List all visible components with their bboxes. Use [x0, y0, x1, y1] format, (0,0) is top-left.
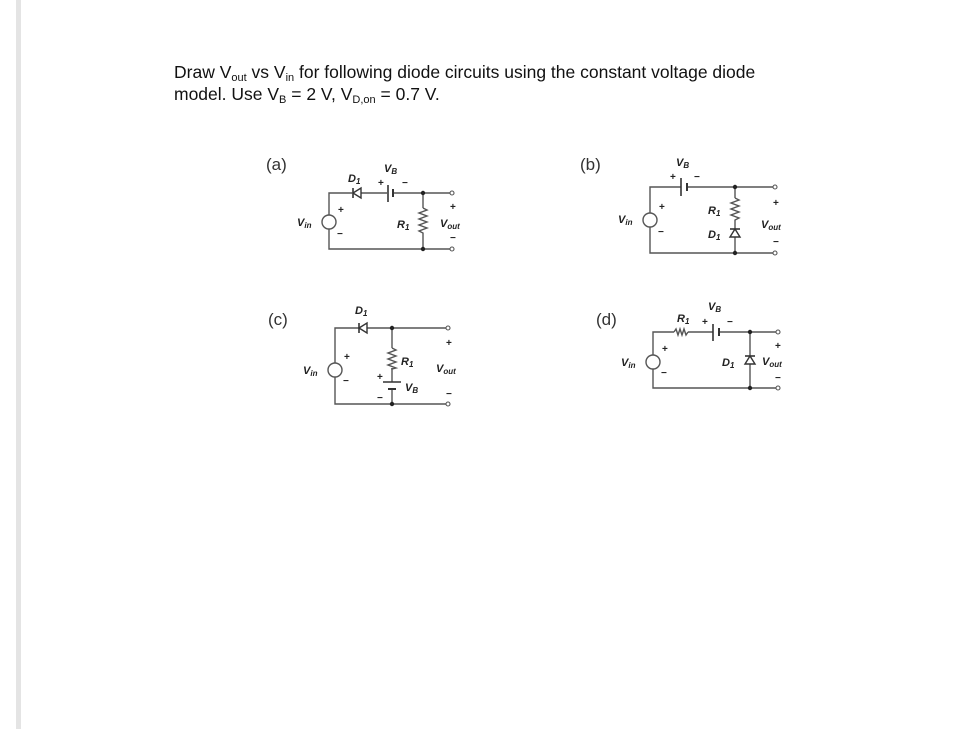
wire: [708, 229, 721, 242]
wire: [676, 157, 689, 170]
diode-icon: [353, 188, 361, 198]
label-plus: +: [377, 372, 383, 383]
label-out: out: [769, 360, 782, 369]
junction-dot: [421, 191, 425, 195]
label-in: in: [625, 218, 633, 227]
label-minus: −: [402, 178, 408, 189]
voltage-source-icon: [322, 215, 336, 229]
terminal: [446, 402, 450, 406]
wire: [440, 218, 460, 231]
question-text-part: B: [279, 94, 287, 106]
label-D: D: [355, 305, 363, 317]
question-text-part: Draw V: [174, 62, 232, 82]
terminal: [776, 330, 780, 334]
junction-dot: [748, 386, 752, 390]
label-one: 1: [362, 309, 368, 318]
label-V: V: [708, 301, 716, 313]
wire: [708, 301, 721, 314]
junction-dot: [748, 330, 752, 334]
label-plus: +: [344, 352, 350, 363]
wire: [303, 365, 318, 378]
label-R: R: [397, 219, 405, 231]
label-plus: +: [702, 317, 708, 328]
junction-dot: [733, 185, 737, 189]
label-one: 1: [715, 233, 721, 242]
junction-dot: [421, 247, 425, 251]
question-text-part: in: [285, 72, 295, 84]
question-text: [174, 61, 755, 105]
label-B: B: [391, 167, 398, 176]
battery-icon: [681, 178, 687, 196]
label-one: 1: [729, 361, 735, 370]
wire: [650, 187, 775, 253]
terminal: [446, 326, 450, 330]
label-plus: +: [773, 198, 779, 209]
circuit-label: (a): [266, 155, 287, 174]
question-text-part: = 0.7 V.: [375, 84, 440, 104]
label-minus: −: [343, 376, 349, 387]
circuit-c: [250, 290, 510, 430]
label-R: R: [401, 356, 409, 368]
label-in: in: [304, 221, 312, 230]
label-D: D: [722, 357, 730, 369]
wire: [405, 382, 418, 395]
voltage-source-icon: [643, 213, 657, 227]
wire: [401, 356, 414, 369]
label-D: D: [348, 173, 356, 185]
label-D: D: [708, 229, 716, 241]
wire: [329, 193, 452, 249]
label-R: R: [677, 313, 685, 325]
label-plus: +: [378, 178, 384, 189]
label-V: V: [618, 214, 626, 226]
label-minus: −: [450, 233, 456, 244]
junction-dot: [390, 402, 394, 406]
wire: [621, 357, 636, 370]
label-one: 1: [404, 223, 410, 232]
voltage-source-icon: [328, 363, 342, 377]
label-V: V: [676, 157, 684, 169]
label-V: V: [621, 357, 629, 369]
wire: [355, 305, 368, 318]
label-minus: −: [337, 229, 343, 240]
wire: [745, 356, 755, 364]
resistor-icon: [388, 348, 396, 369]
resistor-icon: [674, 329, 688, 335]
label-V: V: [384, 163, 392, 175]
terminal: [450, 191, 454, 195]
label-R: R: [708, 205, 716, 217]
question-text-part: D,on: [352, 94, 376, 106]
wire: [348, 173, 361, 186]
label-V: V: [303, 365, 311, 377]
left-scroll-edge: [16, 0, 21, 729]
circuit-d: [570, 290, 800, 430]
label-V: V: [405, 382, 413, 394]
label-V: V: [761, 219, 769, 231]
question-text-part: model. Use V: [174, 84, 280, 104]
voltage-source-icon: [646, 355, 660, 369]
circuit-label: (c): [268, 310, 288, 329]
label-one: 1: [408, 360, 414, 369]
terminal: [450, 247, 454, 251]
circuit-label: (d): [596, 310, 617, 329]
junction-dot: [390, 326, 394, 330]
resistor-icon: [419, 208, 427, 236]
circuit-b: [570, 140, 800, 280]
label-plus: +: [338, 205, 344, 216]
junction-dot: [733, 251, 737, 255]
question-text-part: for following diode circuits using the constant voltage diode: [294, 62, 756, 82]
label-minus: −: [661, 368, 667, 379]
label-B: B: [683, 161, 690, 170]
wire: [297, 217, 312, 230]
label-B: B: [412, 386, 419, 395]
wire: [677, 313, 690, 326]
wire: [722, 357, 735, 370]
label-V: V: [440, 218, 448, 230]
label-minus: −: [727, 317, 733, 328]
circuit-label: (b): [580, 155, 601, 174]
label-out: out: [768, 223, 781, 232]
diode-icon: [730, 229, 740, 237]
label-plus: +: [662, 344, 668, 355]
label-out: out: [447, 222, 460, 231]
terminal: [773, 251, 777, 255]
wire: [436, 363, 456, 376]
wire: [384, 163, 397, 176]
label-minus: −: [377, 393, 383, 404]
wire: [359, 323, 367, 333]
battery-icon: [713, 324, 719, 341]
label-out: out: [443, 367, 456, 376]
label-minus: −: [446, 389, 452, 400]
terminal: [776, 386, 780, 390]
wire: [353, 188, 361, 198]
question-text-part: vs V: [246, 62, 286, 82]
wire: [653, 332, 778, 388]
question-text-part: = 2 V, V: [286, 84, 353, 104]
label-minus: −: [658, 227, 664, 238]
battery-icon: [383, 382, 401, 389]
diode-icon: [359, 323, 367, 333]
diode-icon: [745, 356, 755, 364]
label-minus: −: [694, 172, 700, 183]
wire: [397, 219, 410, 232]
label-in: in: [628, 361, 636, 370]
label-one: 1: [355, 177, 361, 186]
label-V: V: [297, 217, 305, 229]
battery-icon: [388, 185, 393, 202]
label-V: V: [762, 356, 770, 368]
wire: [730, 229, 740, 237]
label-plus: +: [670, 172, 676, 183]
wire: [761, 219, 781, 232]
label-in: in: [310, 369, 318, 378]
label-plus: +: [659, 202, 665, 213]
label-one: 1: [715, 209, 721, 218]
wire: [708, 205, 721, 218]
resistor-icon: [731, 198, 739, 222]
circuit-a: [250, 140, 510, 280]
label-plus: +: [450, 202, 456, 213]
label-B: B: [715, 305, 722, 314]
terminal: [773, 185, 777, 189]
question-text-part: out: [231, 72, 247, 84]
label-one: 1: [684, 317, 690, 326]
label-plus: +: [775, 341, 781, 352]
wire: [762, 356, 782, 369]
wire: [618, 214, 633, 227]
label-plus: +: [446, 338, 452, 349]
label-minus: −: [775, 373, 781, 384]
label-V: V: [436, 363, 444, 375]
label-minus: −: [773, 237, 779, 248]
